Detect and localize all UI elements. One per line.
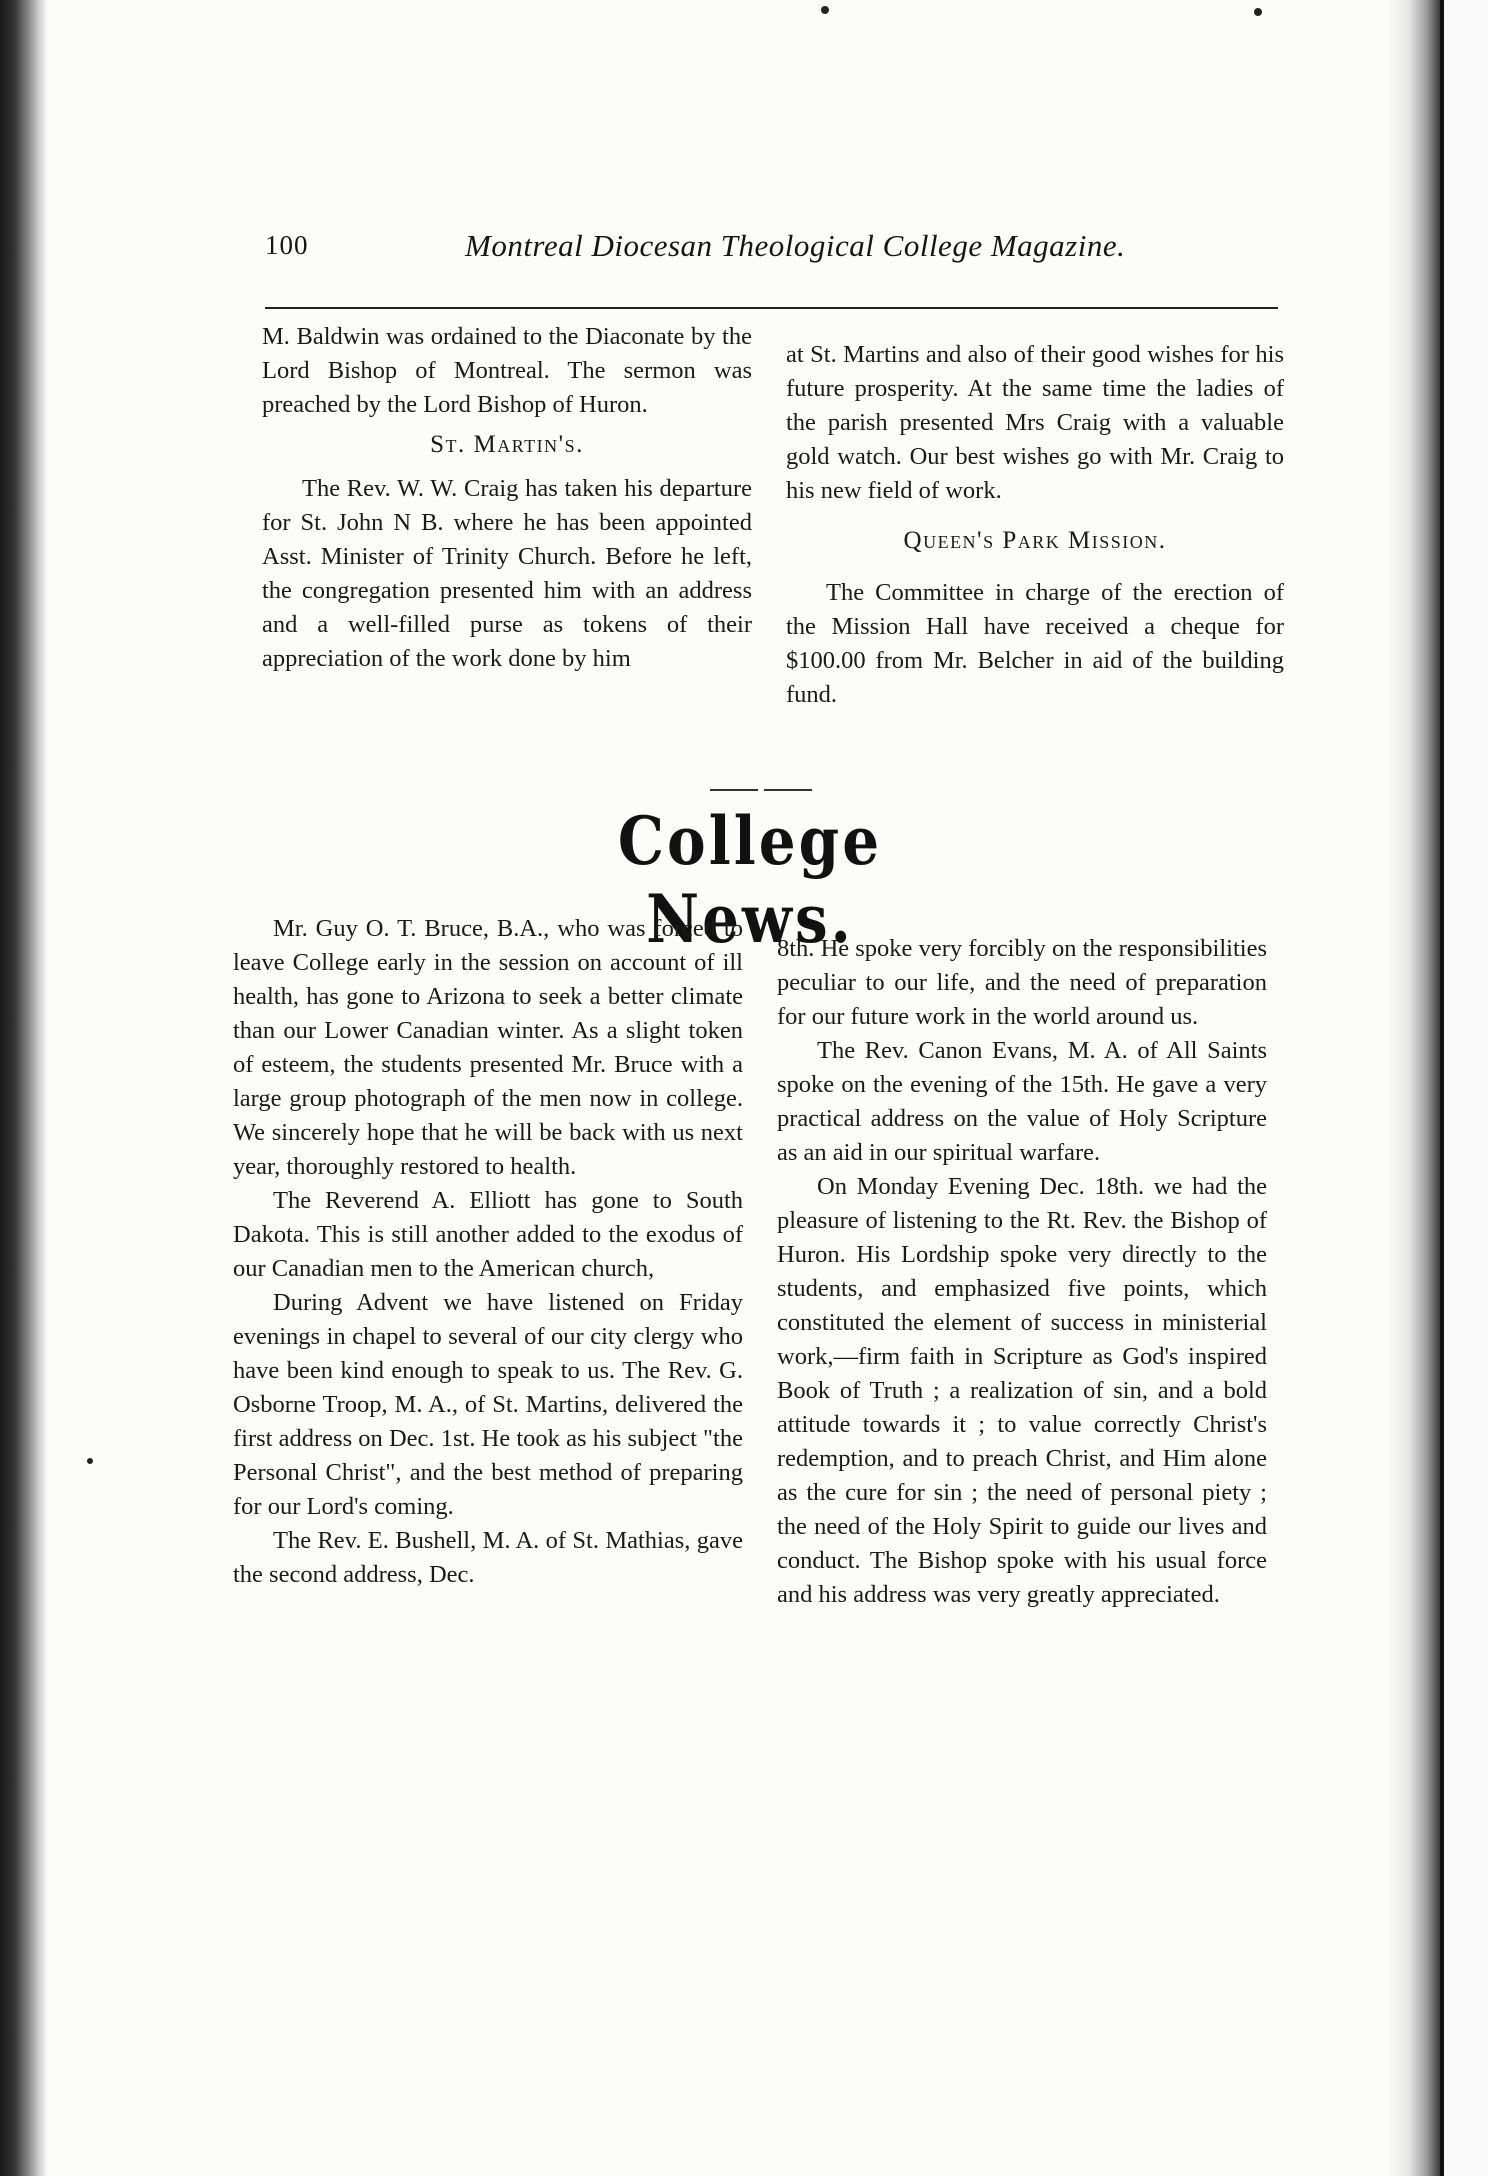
print-speck (1254, 8, 1262, 16)
paragraph: The Reverend A. Elliott has gone to South Dakota. This is still another added to the exodus of our Canadian men to the American church, (233, 1187, 743, 1282)
paragraph: The Rev. Canon Evans, M. A. of All Saints spoke on the evening of the 15th. He gave a very practical address on the value of Holy Scripture as an aid in our spiritual warfare. (777, 1037, 1267, 1166)
page-edge-shadow (1388, 0, 1440, 2176)
paragraph: The Rev. W. W. Craig has taken his departure for St. John N B. where he has been appointed Asst. Minister of Trinity Church. Before he left, the congregation presented him with an address and a well-filled purse as tokens of their appreciation of the work done by him (262, 475, 752, 672)
print-speck (821, 6, 829, 14)
paragraph: During Advent we have listened on Friday evenings in chapel to several of our city clergy who have been kind enough to speak to us. The Rev. G. Osborne Troop, M. A., of St. Martins, delivered the first address on Dec. 1st. He took as his subject "the Personal Christ", and the best method of preparing for our Lord's coming. (233, 1289, 743, 1520)
page-number: 100 (265, 230, 309, 260)
paragraph: The Committee in charge of the erection of the Mission Hall have received a cheque for $100.00 from Mr. Belcher in aid of the building fund. (786, 579, 1284, 708)
book-spine-shadow (0, 0, 48, 2176)
bottom-left-column (233, 912, 743, 1592)
paragraph: The Rev. E. Bushell, M. A. of St. Mathias, gave the second address, Dec. (233, 1527, 743, 1588)
paragraph: On Monday Evening Dec. 18th. we had the pleasure of listening to the Rt. Rev. the Bishop of Huron. His Lordship spoke very directly to the students, and emphasized five points, which constituted the element of success in ministerial work,—firm faith in Scripture as God's inspired Book of Truth ; a realization of sin, and a bold attitude towards it ; to value correctly Christ's redemption, and to preach Christ, and Him alone as the cure for sin ; the need of personal piety ; the need of the Holy Spirit to guide our lives and conduct. The Bishop spoke with his usual force and his address was very greatly appreciated. (777, 1173, 1267, 1608)
paragraph: Mr. Guy O. T. Bruce, B.A., who was forced to leave College early in the session on account of ill health, has gone to Arizona to seek a better climate than our Lower Canadian winter. As a slight token of esteem, the students presented Mr. Bruce with a large group photograph of the men now in college. We sincerely hope that he will be back with us next year, thoroughly restored to health. (233, 915, 743, 1180)
paragraph: M. Baldwin was ordained to the Diaconate by the Lord Bishop of Montreal. The sermon was preached by the Lord Bishop of Huron. (262, 323, 752, 418)
bottom-right-column (777, 932, 1267, 1612)
section-title: College News. (617, 801, 883, 959)
adjacent-page-edge (1440, 0, 1488, 2176)
paragraph: 8th. He spoke very forcibly on the responsibilities peculiar to our life, and the need of preparation for our future work in the world around us. (777, 935, 1267, 1030)
print-speck (87, 1458, 93, 1464)
running-header (265, 228, 1285, 268)
magazine-title: Montreal Diocesan Theological College Magazine. (465, 228, 1126, 263)
header-rule (265, 307, 1278, 309)
top-right-column (786, 338, 1284, 712)
section-subheading: Queen's Park Mission. (903, 527, 1167, 554)
paragraph: at St. Martins and also of their good wishes for his future prosperity. At the same time the ladies of the parish presented Mrs Craig with a valuable gold watch. Our best wishes go with Mr. Craig to his new field of work. (786, 341, 1284, 504)
top-left-column (262, 320, 752, 676)
section-subheading: St. Martin's. (430, 431, 584, 458)
section-divider (710, 789, 812, 791)
